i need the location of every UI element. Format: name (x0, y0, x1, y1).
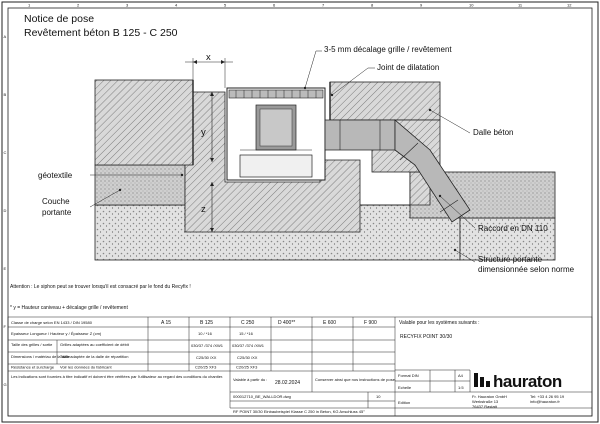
col-label: 11 (518, 2, 523, 8)
label-base-2: dimensionnée selon norme (478, 265, 575, 274)
validity-label: Valable à partir du : (233, 377, 268, 382)
row-label: D (3, 208, 7, 213)
row-2-sublabel: Grilles adaptées au coefficient de débit (60, 342, 129, 347)
class-d400: D 400** (278, 320, 296, 326)
row-4-c250: C20/25 XF3 (236, 364, 258, 370)
row-3-label: Dimensions / matériau de la dalle (11, 354, 71, 359)
label-base-1: Structure portante (478, 255, 543, 264)
row-3-sublabel: Taille adaptée de la dalle de répartition (60, 354, 129, 359)
row-4-label: Résistance et surcharge (11, 364, 55, 370)
row-1-label: Epaisseur Longueur / Hauteur y / Épaisseur Z (cm) (11, 331, 102, 336)
row-1-b125: 10 / *16 (198, 331, 212, 336)
table-header: Classe de charge selon EN 1433 / DIN 19580 (11, 320, 92, 325)
drawing-number: 000012710_BE_WALLDOR.dwg (233, 394, 291, 399)
row-2-c250: 030/37 /374 /XW1 (232, 343, 265, 348)
col-label: 3 (126, 2, 129, 8)
phone: Tel: +33 4 26 95 19 (530, 394, 565, 399)
address-line-2: Werkstraße 13 (472, 399, 499, 404)
label-fitting: Raccord en DN 110 (478, 224, 548, 233)
col-label: 8 (371, 2, 374, 8)
address-line-1: Fr. Hauraton GmbH (472, 394, 507, 399)
col-label: 1 (28, 2, 31, 8)
col-label: 5 (224, 2, 227, 8)
bedding-layer-left (95, 165, 185, 205)
scale-value: 1:5 (458, 385, 464, 390)
label-gap: 3-5 mm décalage grille / revêtement (324, 45, 452, 54)
note-attention: Attention : Le siphon peut se trouver lorsqu'il est consacré par le fond du Recyfix ! (10, 284, 191, 290)
label-bedding-2: portante (42, 208, 72, 217)
slab-left (95, 80, 193, 165)
frame-row-labels (4, 34, 7, 387)
row-3-b125: C25/30 /XX (196, 355, 217, 360)
slab-right-top (330, 82, 440, 120)
col-label: 4 (175, 2, 178, 8)
title-line-1: Notice de pose (24, 13, 95, 25)
class-b125: B 125 (200, 320, 214, 326)
row-label: C (3, 150, 7, 155)
validity-date: 28.02.2024 (275, 380, 301, 386)
format-value: A4 (458, 373, 463, 378)
label-bedding-1: Couche (42, 197, 70, 206)
row-label: A (3, 34, 7, 39)
row-2-label: Taille des grilles / sortie (11, 342, 53, 347)
col-label: 9 (420, 2, 423, 8)
edition-label: Edition (398, 400, 411, 405)
col-label: 6 (273, 2, 276, 8)
system-name: RECYFIX POINT 30/30 (400, 334, 453, 340)
brand-name: hauraton (493, 372, 562, 391)
dimension-x-label: x (206, 52, 211, 63)
address-line-3: 76437 Rastatt (472, 404, 497, 409)
legal-text (10, 374, 225, 384)
col-label: 7 (322, 2, 325, 8)
email: info@hauraton.fr (530, 399, 560, 404)
row-label: F (3, 324, 6, 329)
row-2-b125: 030/37 /374 /XW1 (191, 343, 224, 348)
col-label: 10 (469, 2, 474, 8)
channel-base (240, 155, 312, 177)
row-label: B (3, 92, 7, 97)
label-slab: Dalle béton (473, 128, 514, 137)
col-label: 2 (77, 2, 80, 8)
format-label: Format DIN (398, 373, 419, 378)
row-label: E (3, 266, 7, 271)
valid-for-label: Valable pour les systèmes suivants : (399, 320, 480, 326)
row-4-sublabel: Voir les données du fabricant (60, 364, 112, 370)
dimension-z-label: z (201, 204, 206, 215)
class-a15: A 15 (161, 320, 172, 326)
row-4-b125: C20/25 XF3 (195, 364, 217, 370)
scale-label: Echelle (398, 385, 412, 390)
class-e600: E 600 (323, 320, 337, 326)
sheet-number: 10 (376, 394, 381, 399)
col-label: 12 (567, 2, 572, 8)
dimension-y-label: y (201, 127, 206, 138)
row-1-c250: 15 / *16 (239, 331, 253, 336)
legal-notice: Les indications sont fournies à titre indicatif et doivent être vérifiées par l'utilisateur au regard des conditions du chantier. (11, 374, 224, 379)
outlet-pipe (325, 120, 395, 150)
label-joint: Joint de dilatation (377, 63, 440, 72)
note-footnote: * y = Hauteur caniveau + décalage grille / revêtement (10, 305, 128, 311)
class-f900: F 900 (364, 320, 377, 326)
row-3-c250: C25/30 /XX (237, 355, 258, 360)
class-c250: C 250 (241, 320, 255, 326)
part-description: RF POINT 30/30 Einbaubeispiel Klasse C 250 in Beton, KG Anschluss 45° (233, 409, 365, 414)
label-geotextile: géotextile (38, 171, 73, 180)
frame-column-labels (28, 3, 572, 8)
hauraton-logo (474, 372, 562, 391)
validity-note: Conserver ainsi que nos instructions de pose. (315, 377, 396, 382)
title-line-2: Revêtement béton B 125 - C 250 (24, 27, 178, 39)
row-label: G (3, 382, 7, 387)
